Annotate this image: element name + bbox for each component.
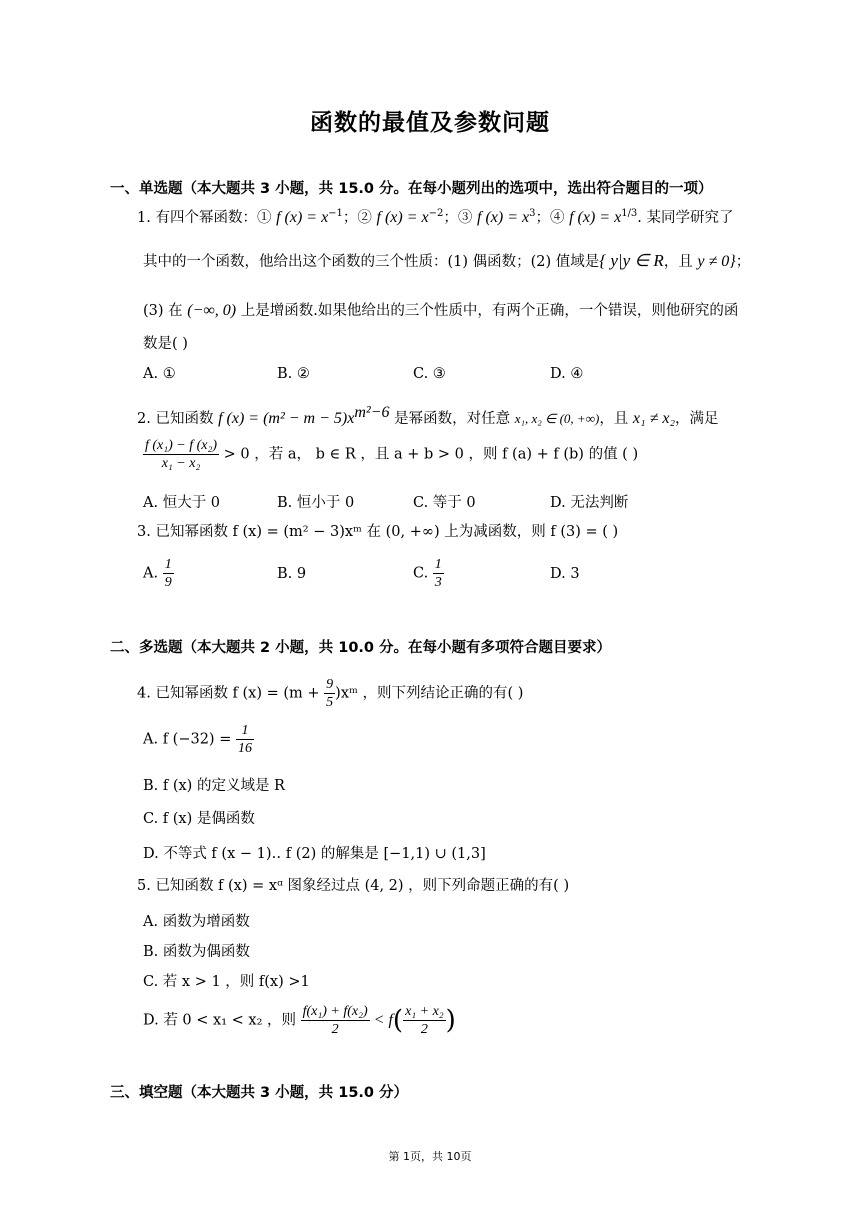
- question-4-option-c: C. f (x) 是偶函数: [143, 811, 255, 827]
- question-2-option-a: A. 恒大于 0: [143, 495, 221, 511]
- question-3-option-a: A. $\frac{1}{9}$: [143, 557, 172, 590]
- question-5-option-a: A. 函数为增函数: [143, 914, 250, 930]
- paren-left: (: [392, 1005, 404, 1036]
- question-1-option-b: B. ②: [277, 366, 310, 382]
- question-4-option-d: D. 不等式 f (x − 1)‥ f (2) 的解集是 [−1,1) ∪ (1,3]: [143, 846, 486, 862]
- question-2-option-d: D. 无法判断: [550, 495, 629, 511]
- document-title: 函数的最值及参数问题: [310, 110, 550, 136]
- question-1-line-4: 数是( ): [143, 336, 188, 352]
- question-5-option-c: C. 若 x > 1 ，则 f(x) >1: [143, 974, 310, 990]
- question-1-line-1: 1. 有四个幂函数：① f $(x) = x^{-1}$；② f $(x) = x^{-2}$；③ f $(x) = x^3$；④ f $(x) = x^{1/3}$. 某同学研究了: [137, 208, 734, 226]
- question-3-option-c: C. $\frac{1}{3}$: [413, 557, 442, 590]
- question-3-line-1: 3. 已知幂函数 f (x) = (m² − 3)xᵐ 在 (0, +∞) 上为减函数，则 f (3) = ( ): [137, 524, 619, 540]
- section-heading-fill-in: 三、填空题（本大题共 3 小题，共 15.0 分）: [110, 1085, 409, 1101]
- question-5-option-b: B. 函数为偶函数: [143, 944, 250, 960]
- question-2-fraction: $\frac{\text{f (x₁) − f (x₂)}}{\text{x₁ − x₂}}$: [145, 438, 218, 471]
- question-5-line-1: 5. 已知函数 f (x) = xᵅ 图象经过点 (4, 2) ，则下列命题正确的有( ): [137, 878, 570, 894]
- question-3-option-d: D. 3: [550, 566, 580, 582]
- question-2-line-2: $\frac{\text{f (x₁) − f (x₂)}}{\text{x₁ − x₂}}$ > 0 ，若 a， b ∈ R ，且 a + b > 0 ，则 f (a) + f (b) 的值 ( ): [145, 438, 639, 471]
- page-footer: 第 1页，共 10页: [388, 1150, 472, 1163]
- question-1-line-3: (3) 在 (−∞, 0) 上是增函数.如果他给出的三个性质中，有两个正确，一个错误，则他研究的函: [143, 302, 739, 319]
- question-2-line-1: 2. 已知函数 f $(x) = (m^2 - m - 5)x^{m^2-6}$ 是幂函数，对任意 x₁, x₂ ∈ (0, +∞)，且 x₁ ≠ x₂，满足: [137, 404, 719, 427]
- question-1-option-c: C. ③: [413, 366, 446, 382]
- question-4-option-a: A. f (−32) = $\frac{1}{16}$: [143, 723, 252, 756]
- question-4-line-1: 4. 已知幂函数 f (x) = (m + $\frac{9}{5}$ )xᵐ ，则下列结论正确的有( ): [137, 677, 524, 710]
- section-heading-multiple-choice: 二、多选题（本大题共 2 小题，共 10.0 分。在每小题有多项符合题目要求）: [110, 640, 612, 656]
- question-2-option-c: C. 等于 0: [413, 495, 476, 511]
- question-3-option-b: B. 9: [277, 566, 307, 582]
- question-1-option-a: A. ①: [143, 366, 176, 382]
- question-4-option-b: B. f (x) 的定义域是 R: [143, 778, 285, 794]
- question-1-line-2: 其中的一个函数，他给出这个函数的三个性质：(1) 偶函数；(2) 值域是{ y|y ∈ R，且 y ≠ 0}；: [143, 251, 751, 270]
- question-1-option-d: D. ④: [550, 366, 584, 382]
- paren-right: ): [445, 1005, 456, 1036]
- question-5-option-d: D. 若 0 < x₁ < x₂ ，则 $\frac{\text{f(x₁) + f(x₂)}}{2}$ < f( $\frac{\text{x₁ + x₂}}{2}$ ): [143, 1004, 456, 1037]
- section-heading-single-choice: 一、单选题（本大题共 3 小题，共 15.0 分。在每小题列出的选项中，选出符合题目的一项）: [110, 181, 713, 197]
- question-2-option-b: B. 恒小于 0: [277, 495, 355, 511]
